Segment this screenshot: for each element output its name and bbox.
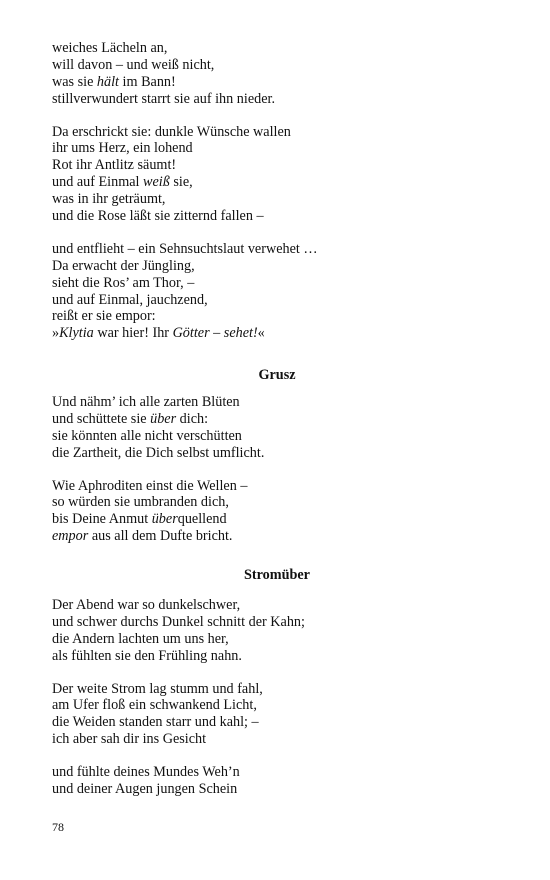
stanza (52, 764, 502, 798)
verse-line (52, 445, 502, 462)
stanza (52, 597, 502, 665)
verse-line (52, 258, 502, 275)
verse-text: und schüttete sie (52, 410, 151, 427)
verse-text: im Bann! (119, 73, 176, 90)
verse-text: dich: (176, 410, 209, 427)
verse-text: als fühlten sie den Frühling nahn. (52, 647, 242, 664)
emphasis-text: Götter – sehet! (172, 325, 258, 342)
page-number: 78 (52, 820, 64, 834)
poem-continuation (52, 40, 502, 342)
verse-text: will davon – und weiß nicht, (52, 56, 215, 73)
verse-line (52, 157, 502, 174)
emphasis-text: empor (52, 528, 89, 545)
verse-line (52, 140, 502, 157)
verse-text: quellend (177, 511, 227, 528)
verse-text: « (257, 325, 265, 342)
emphasis-text: weiß (143, 174, 170, 191)
verse-line (52, 191, 502, 208)
verse-line (52, 57, 502, 74)
verse-text: Da erwacht der Jüngling, (52, 257, 195, 274)
verse-line (52, 648, 502, 665)
verse-text: ihr ums Herz, ein lohend (52, 140, 193, 157)
verse-text: und schwer durchs Dunkel schnitt der Kahn; (52, 613, 305, 630)
stanza (52, 394, 502, 462)
verse-line (52, 511, 502, 528)
verse-text: die Zartheit, die Dich selbst umflicht. (52, 444, 265, 461)
stanza (52, 681, 502, 749)
verse-text: sie, (169, 174, 193, 191)
verse-line (52, 124, 502, 141)
verse-text: was in ihr geträumt, (52, 191, 166, 208)
verse-line (52, 614, 502, 631)
verse-line (52, 528, 502, 545)
verse-text: Da erschrickt sie: dunkle Wünsche wallen (52, 123, 291, 140)
verse-text: reißt er sie empor: (52, 308, 156, 325)
poem-title-grusz: Grusz (258, 367, 296, 383)
verse-line (52, 731, 502, 748)
verse-text: die Weiden standen starr und kahl; – (52, 714, 259, 731)
verse-text: » (52, 325, 60, 342)
verse-line (52, 308, 502, 325)
poem-stromueber-body (52, 597, 502, 798)
verse-line (52, 91, 502, 108)
verse-text: so würden sie umbranden dich, (52, 494, 229, 511)
verse-text: Der weite Strom lag stumm und fahl, (52, 680, 263, 697)
verse-text: und auf Einmal, jauchzend, (52, 291, 208, 308)
verse-line (52, 40, 502, 57)
verse-text: aus all dem Dufte bricht. (88, 528, 233, 545)
verse-text: stillverwundert starrt sie auf ihn nieder. (52, 90, 275, 107)
verse-line (52, 631, 502, 648)
verse-line (52, 697, 502, 714)
verse-text: bis Deine Anmut (52, 511, 152, 528)
stanza (52, 478, 502, 546)
verse-line (52, 275, 502, 292)
verse-line (52, 764, 502, 781)
verse-text: Rot ihr Antlitz säumt! (52, 157, 177, 174)
emphasis-text: über (150, 410, 177, 427)
verse-text: Wie Aphroditen einst die Wellen – (52, 477, 248, 494)
verse-text: Und nähm’ ich alle zarten Blüten (52, 394, 240, 410)
verse-text: ich aber sah dir ins Gesicht (52, 731, 207, 748)
verse-line (52, 208, 502, 225)
verse-text: was sie (52, 73, 97, 90)
emphasis-text: hält (96, 73, 119, 90)
stanza (52, 40, 502, 108)
verse-line (52, 241, 502, 258)
verse-text: und entflieht – ein Sehnsuchtslaut verwehet … (52, 240, 318, 257)
verse-text: Der Abend war so dunkelschwer, (52, 597, 241, 613)
verse-text: und auf Einmal (52, 174, 144, 191)
verse-line (52, 494, 502, 511)
emphasis-text: Klytia (59, 325, 94, 342)
verse-line (52, 174, 502, 191)
verse-text: und fühlte deines Mundes Weh’n (52, 764, 240, 781)
verse-text: und deiner Augen jungen Schein (52, 781, 238, 798)
verse-line (52, 411, 502, 428)
stanza (52, 241, 502, 342)
verse-text: sie könnten alle nicht verschütten (52, 427, 242, 444)
emphasis-text: über (151, 511, 178, 528)
verse-text: die Andern lachten um uns her, (52, 630, 229, 647)
verse-text: und die Rose läßt sie zitternd fallen – (52, 208, 264, 225)
poem-grusz-body (52, 394, 502, 545)
verse-text: weiches Lächeln an, (52, 40, 168, 56)
verse-line (52, 428, 502, 445)
verse-line (52, 292, 502, 309)
verse-line (52, 597, 502, 614)
poem-title-stromueber: Stromüber (244, 567, 310, 583)
verse-line (52, 74, 502, 91)
verse-line (52, 681, 502, 698)
verse-text: am Ufer floß ein schwankend Licht, (52, 697, 257, 714)
verse-line (52, 714, 502, 731)
stanza (52, 124, 502, 225)
verse-text: sieht die Ros’ am Thor, – (52, 274, 195, 291)
verse-line (52, 325, 502, 342)
verse-line (52, 478, 502, 495)
verse-line (52, 394, 502, 411)
verse-line (52, 781, 502, 798)
verse-text: war hier! Ihr (93, 325, 173, 342)
